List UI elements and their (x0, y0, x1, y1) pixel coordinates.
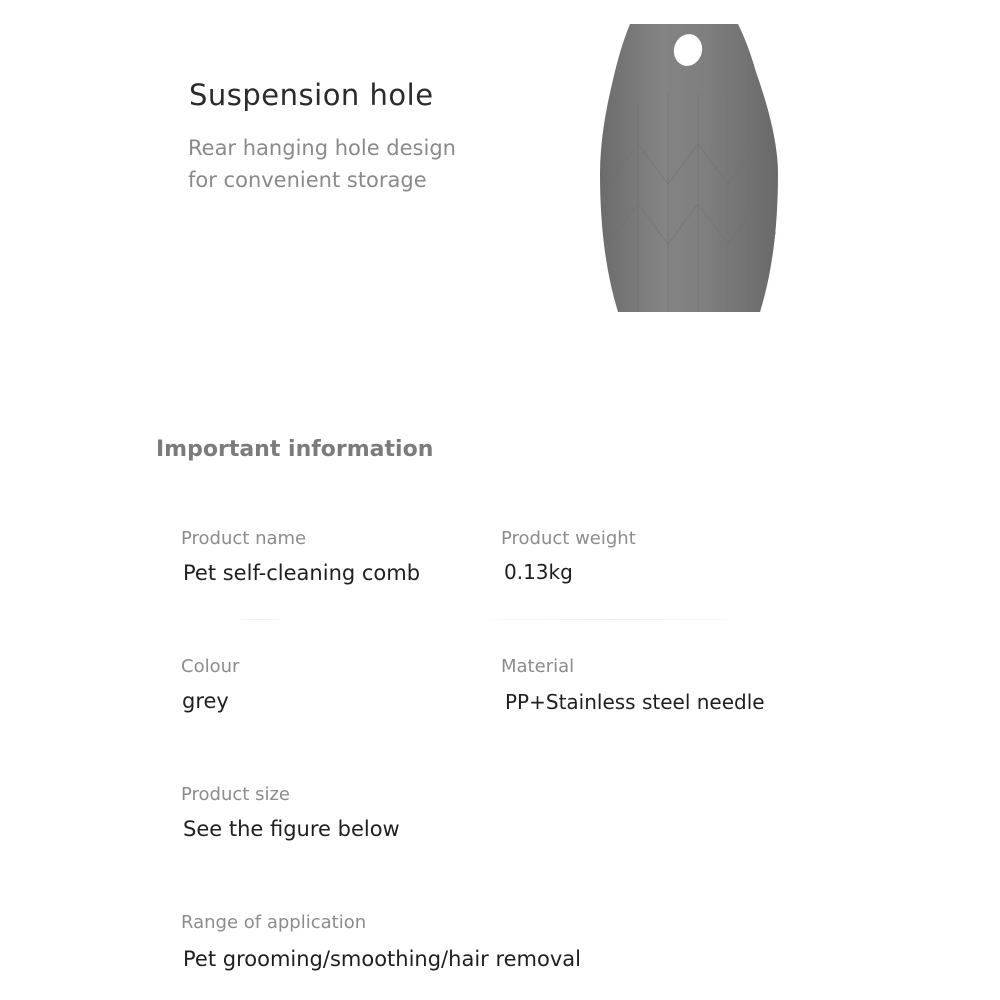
colour-value: grey (182, 689, 229, 713)
range-label: Range of application (181, 912, 367, 933)
comb-handle-image (598, 24, 782, 312)
product-name-value: Pet self-cleaning comb (183, 561, 421, 585)
material-value: PP+Stainless steel needle (505, 690, 765, 714)
range-value: Pet grooming/smoothing/hair removal (183, 947, 581, 971)
product-size-value: See the figure below (183, 817, 400, 841)
colour-label: Colour (181, 656, 240, 677)
product-size-label: Product size (181, 784, 290, 805)
product-name-label: Product name (181, 528, 307, 549)
divider-right (460, 619, 760, 620)
material-label: Material (501, 656, 575, 677)
product-weight-value: 0.13kg (504, 560, 573, 584)
feature-title: Suspension hole (189, 78, 434, 112)
product-weight-label: Product weight (501, 528, 636, 549)
section-title: Important information (156, 437, 434, 462)
feature-description: Rear hanging hole design for convenient storage (188, 136, 456, 192)
divider-left (230, 619, 290, 620)
